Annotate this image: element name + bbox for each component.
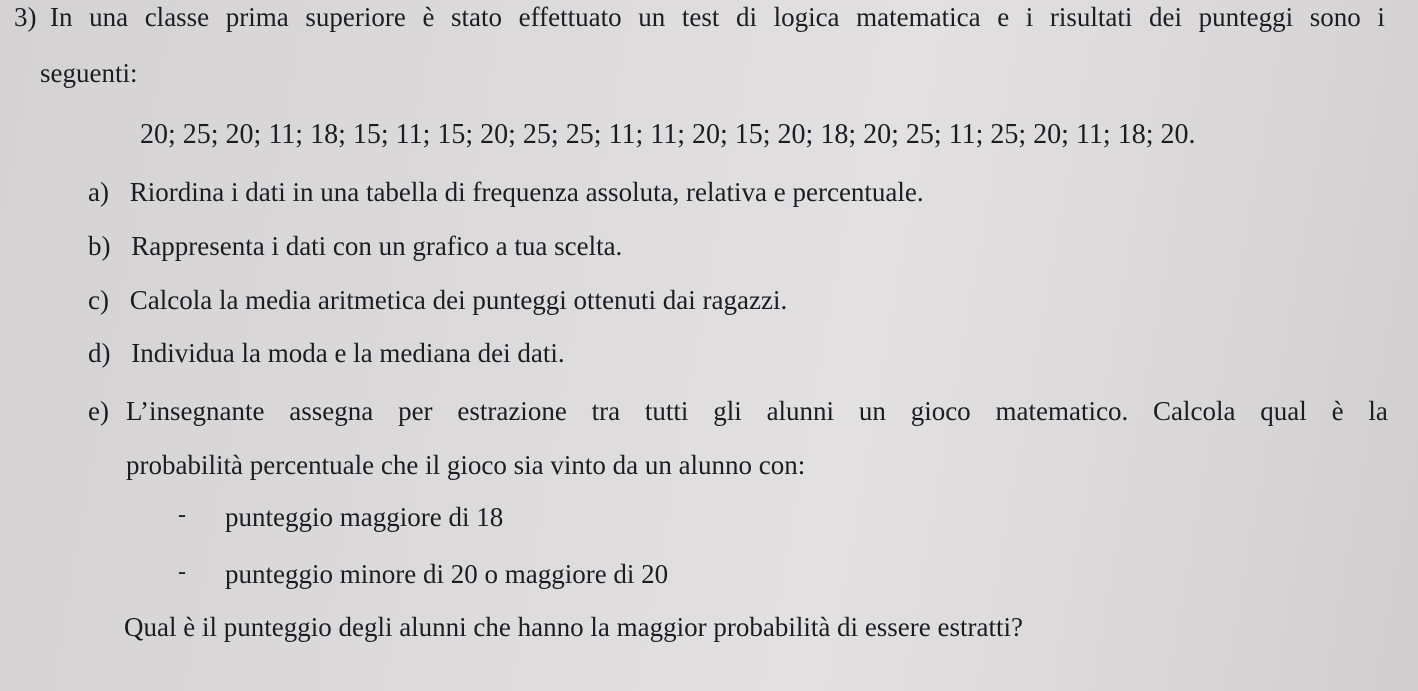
intro-word: logica xyxy=(773,2,840,32)
intro-word: una xyxy=(89,2,129,32)
question-e-word: Calcola xyxy=(1153,396,1236,426)
question-e-word: alunni xyxy=(766,396,835,426)
question-e-word: matematico. xyxy=(995,396,1129,426)
exercise-number: 3) xyxy=(14,2,37,32)
question-d xyxy=(88,336,565,370)
intro-word: In xyxy=(50,2,73,32)
question-b xyxy=(88,229,622,263)
question-e-line-2: probabilità percentuale che il gioco sia vinto da un alunno con: xyxy=(126,450,806,480)
intro-word: classe xyxy=(144,2,210,32)
question-e-word: gioco xyxy=(910,396,971,426)
intro-word: effettuato xyxy=(518,2,622,32)
question-c-text: Calcola la media aritmetica dei punteggi ottenuti dai ragazzi. xyxy=(129,285,788,315)
question-e-word: gli xyxy=(713,396,742,426)
question-a xyxy=(88,175,924,209)
intro-word: risultati xyxy=(1049,2,1133,32)
question-e-word: assegna xyxy=(289,396,374,426)
intro-word: superiore xyxy=(305,2,406,32)
question-e-word: un xyxy=(858,396,886,426)
bullet-dash-2: - xyxy=(178,559,186,585)
question-e-word: tra xyxy=(591,396,621,426)
intro-word: un xyxy=(638,2,666,32)
question-e-line-1 xyxy=(126,394,1388,428)
intro-word: prima xyxy=(225,2,289,32)
bullet-dash-1: - xyxy=(178,502,186,528)
question-e-label: e) xyxy=(88,396,109,426)
question-e-word: tutti xyxy=(644,396,689,426)
bullet-text-1: punteggio maggiore di 18 xyxy=(225,502,504,532)
question-e-word: è xyxy=(1331,396,1344,426)
intro-word: matematica xyxy=(856,2,981,32)
question-d-text: Individua la moda e la mediana dei dati. xyxy=(131,338,565,368)
intro-word: i xyxy=(1377,2,1385,32)
question-d-label: d) xyxy=(88,338,111,368)
question-e-word: qual xyxy=(1260,396,1307,426)
question-c-label: c) xyxy=(88,285,109,315)
intro-word: dei xyxy=(1149,2,1183,32)
question-e-word: la xyxy=(1368,396,1388,426)
question-b-label: b) xyxy=(88,231,111,261)
question-a-label: a) xyxy=(88,177,109,207)
data-values: 20; 25; 20; 11; 18; 15; 11; 15; 20; 25; 25; 11; 11; 20; 15; 20; 18; 20; 25; 11; 25; 20; 11; 18; 20. xyxy=(140,119,1196,150)
question-e-word: estrazione xyxy=(457,396,567,426)
intro-line-1 xyxy=(50,0,1385,34)
question-b-text: Rappresenta i dati con un grafico a tua scelta. xyxy=(131,231,623,261)
intro-word: test xyxy=(681,2,720,32)
intro-word: i xyxy=(1025,2,1034,32)
intro-word: di xyxy=(735,2,757,32)
final-question: Qual è il punteggio degli alunni che hanno la maggior probabilità di essere estratti? xyxy=(124,612,1023,642)
intro-word: è xyxy=(422,2,435,32)
intro-word: punteggi xyxy=(1198,2,1294,32)
question-a-text: Riordina i dati in una tabella di frequenza assoluta, relativa e percentuale. xyxy=(129,177,924,207)
intro-word: stato xyxy=(451,2,503,32)
intro-word: e xyxy=(997,2,1010,32)
intro-word: sono xyxy=(1309,2,1361,32)
intro-line-2: seguenti: xyxy=(40,58,138,88)
question-e-word: L’insegnante xyxy=(126,396,265,426)
bullet-text-2: punteggio minore di 20 o maggiore di 20 xyxy=(225,559,669,589)
question-c xyxy=(88,283,787,317)
question-e-word: per xyxy=(398,396,433,426)
